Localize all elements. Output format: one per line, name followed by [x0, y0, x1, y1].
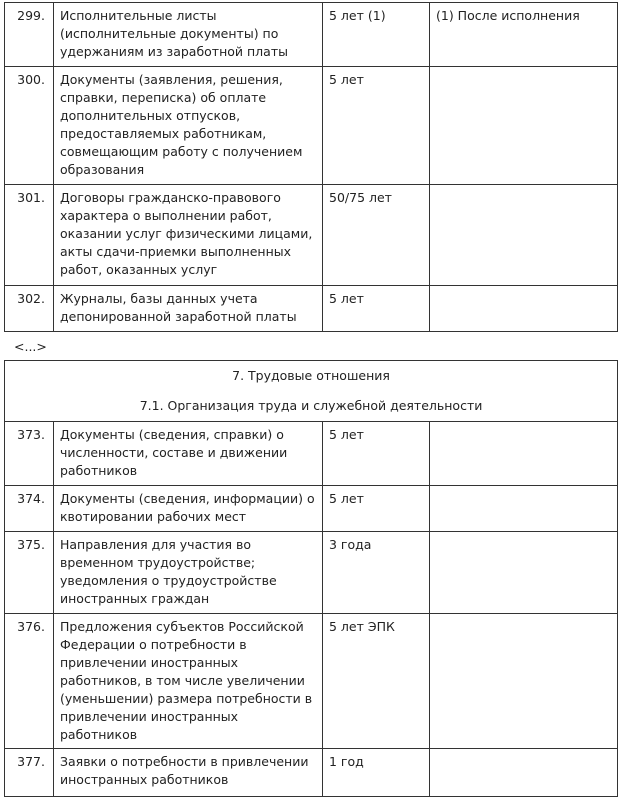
- document-type: Исполнительные листы (исполнительные документы) по удержаниям из заработной платы: [54, 3, 323, 67]
- article-number: 377.: [5, 749, 54, 797]
- article-number: 375.: [5, 532, 54, 614]
- table-row: [5, 486, 618, 532]
- document-type: Документы (сведения, информации) о квотировании рабочих мест: [54, 486, 323, 532]
- document-type: Документы (заявления, решения, справки, переписка) об оплате дополнительных отпусков, предоставляемых работникам, совмещающим работу с получением образования: [54, 67, 323, 185]
- table-row: [5, 422, 618, 486]
- note: [430, 486, 618, 532]
- document-type: Журналы, базы данных учета депонированной заработной платы: [54, 286, 323, 332]
- records-table-top: [4, 2, 618, 332]
- article-number: 301.: [5, 185, 54, 286]
- note: [430, 67, 618, 185]
- omission-marker: <...>: [14, 339, 47, 354]
- note: [430, 286, 618, 332]
- section-header-row: [5, 361, 618, 422]
- document-type: Документы (сведения, справки) о численности, составе и движении работников: [54, 422, 323, 486]
- article-number: 374.: [5, 486, 54, 532]
- table-row: [5, 532, 618, 614]
- note: (1) После исполнения: [430, 3, 618, 67]
- article-number: 300.: [5, 67, 54, 185]
- table-row: [5, 749, 618, 797]
- retention-term: 5 лет (1): [323, 3, 430, 67]
- document-type: Договоры гражданско-правового характера о выполнении работ, оказании услуг физическими лицами, акты сдачи-приемки выполненных работ, оказанных услуг: [54, 185, 323, 286]
- note: [430, 614, 618, 749]
- note: [430, 532, 618, 614]
- retention-term: 1 год: [323, 749, 430, 797]
- retention-term: 5 лет: [323, 286, 430, 332]
- retention-term: 5 лет: [323, 422, 430, 486]
- retention-term: 50/75 лет: [323, 185, 430, 286]
- document-type: Направления для участия во временном трудоустройстве; уведомления о трудоустройстве иностранных граждан: [54, 532, 323, 614]
- document-type: Предложения субъектов Российской Федерации о потребности в привлечении иностранных работников, в том числе увеличении (уменьшении) размера потребности в привлечении иностранных работников: [54, 614, 323, 749]
- note: [430, 749, 618, 797]
- table-row: [5, 185, 618, 286]
- section-title: 7. Трудовые отношения: [232, 368, 390, 383]
- table-row: [5, 67, 618, 185]
- table-row: [5, 614, 618, 749]
- note: [430, 185, 618, 286]
- retention-term: 5 лет: [323, 486, 430, 532]
- records-table-bottom: [4, 360, 618, 797]
- table-row: [5, 286, 618, 332]
- table-row: [5, 3, 618, 67]
- article-number: 376.: [5, 614, 54, 749]
- retention-term: 3 года: [323, 532, 430, 614]
- retention-term: 5 лет ЭПК: [323, 614, 430, 749]
- article-number: 299.: [5, 3, 54, 67]
- note: [430, 422, 618, 486]
- section-header: [5, 361, 618, 422]
- article-number: 373.: [5, 422, 54, 486]
- document-type: Заявки о потребности в привлечении иностранных работников: [54, 749, 323, 797]
- subsection-title: 7.1. Организация труда и служебной деятельности: [139, 398, 483, 413]
- retention-term: 5 лет: [323, 67, 430, 185]
- article-number: 302.: [5, 286, 54, 332]
